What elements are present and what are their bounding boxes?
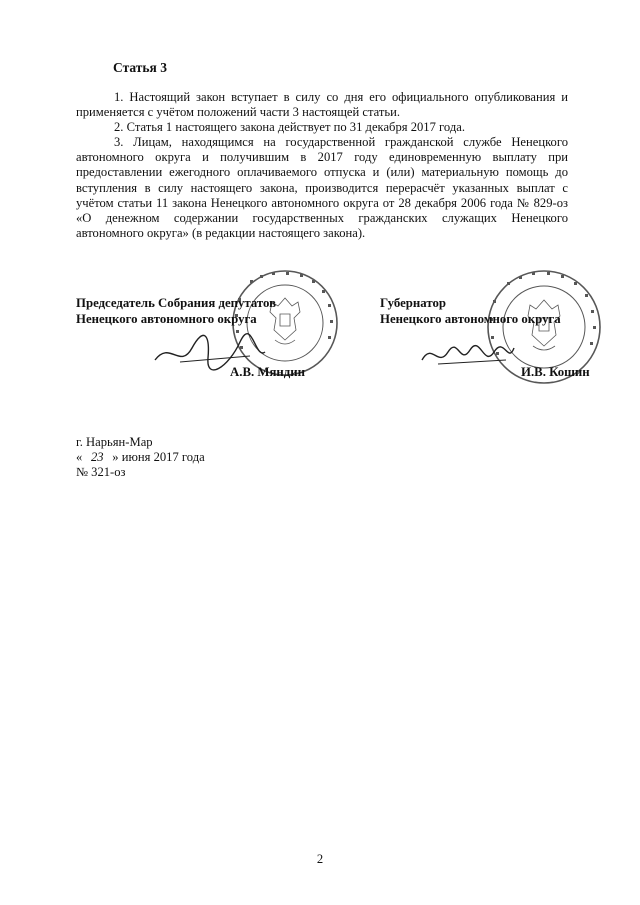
article-heading: Статья 3	[113, 60, 167, 75]
law-number: № 321-оз	[76, 465, 126, 479]
date-day-handwritten: 23	[91, 450, 104, 464]
left-signatory-title	[76, 296, 276, 327]
paragraph-2: 2. Статья 1 настоящего закона действует по 31 декабря 2017 года.	[114, 120, 465, 135]
page-number: 2	[316, 852, 324, 866]
right-signatory-name: И.В. Кошин	[521, 365, 590, 379]
signing-date	[76, 450, 205, 465]
right-signatory-title	[380, 296, 561, 327]
paragraph-1: 1. Настоящий закон вступает в силу со дня его официального опубликования и применяется с учётом положений части 3 настоящей статьи.	[76, 90, 568, 120]
right-title-line-1: Губернатор	[380, 296, 446, 310]
date-open-quote: «	[76, 450, 83, 464]
right-title-line-2: Ненецкого автономного округа	[380, 311, 561, 326]
paragraph-3: 3. Лицам, находящимся на государственной гражданской службе Ненецкого автономного округа и получившим в 2017 году единовременную выплату при предоставлении ежегодного оплачиваемого отпуска и (или) материальную помощь до вступления в силу настоящего закона, производится перерасчёт указанных выплат с учётом статьи 11 закона Ненецкого автономного округа от 28 декабря 2006 года № 829-оз «О денежном содержании государственных гражданских служащих Ненецкого автономного округа» (в редакции настоящего закона).	[76, 135, 568, 240]
place-of-signing: г. Нарьян-Мар	[76, 435, 153, 449]
article-body	[76, 90, 568, 241]
left-title-line-2: Ненецкого автономного округа	[76, 311, 257, 326]
date-month-year: » июня 2017 года	[112, 450, 205, 464]
right-handwritten-signature	[418, 338, 518, 374]
left-title-line-1: Председатель Собрания депутатов	[76, 296, 277, 310]
left-signatory-name: А.В. Мяндин	[230, 365, 305, 379]
